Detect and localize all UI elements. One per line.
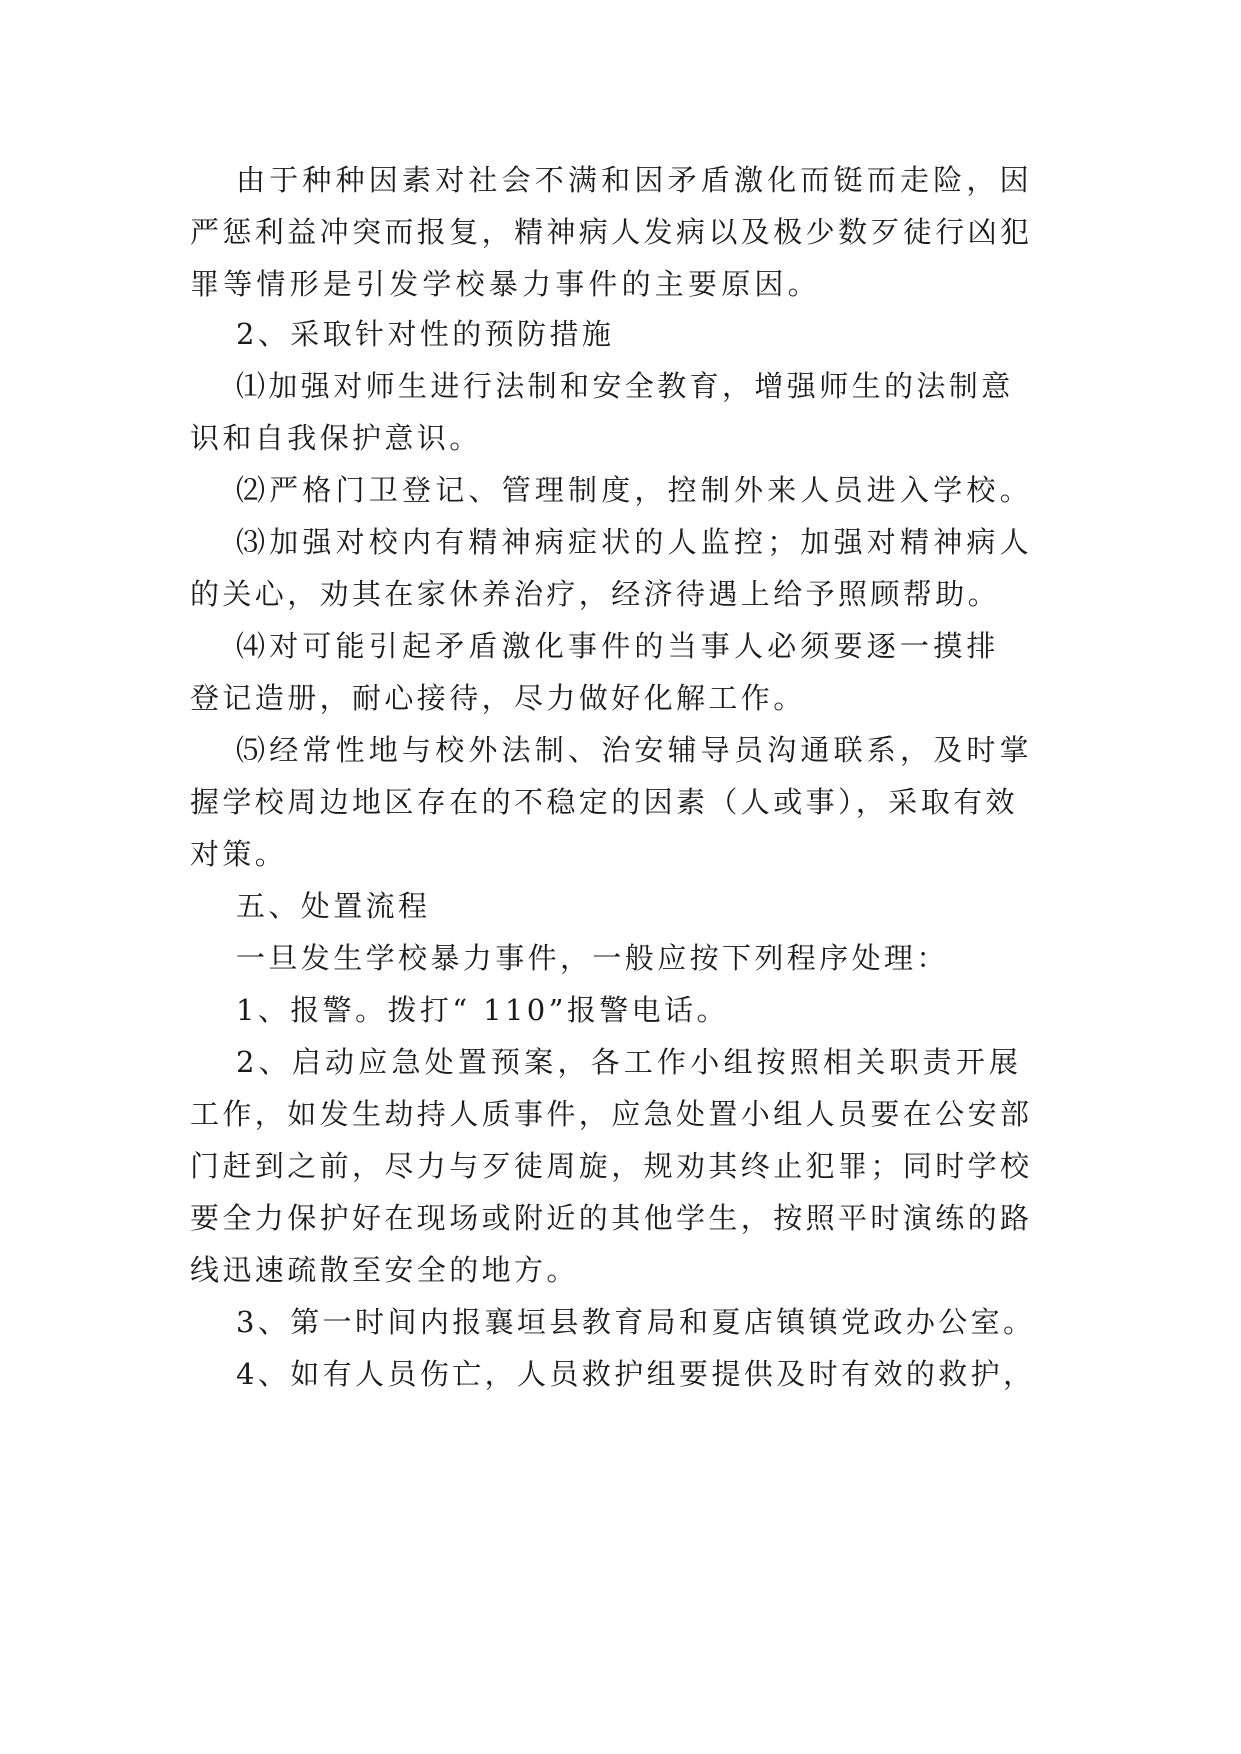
list-item-line: 的关心，劝其在家休养治疗，经济待遇上给予照顾帮助。 <box>190 577 1001 611</box>
step-line: 4、如有人员伤亡，人员救护组要提供及时有效的救护， <box>236 1357 1036 1391</box>
paragraph-line: 罪等情形是引发学校暴力事件的主要原因。 <box>190 267 821 301</box>
list-item-line: ⑸经常性地与校外法制、治安辅导员沟通联系，及时掌 <box>236 733 1033 767</box>
section-heading: 2、采取针对性的预防措施 <box>236 317 615 351</box>
step-line: 工作，如发生劫持人质事件，应急处置小组人员要在公安部 <box>190 1097 1033 1131</box>
step-line: 要全力保护好在现场或附近的其他学生，按照平时演练的路 <box>190 1201 1033 1235</box>
paragraph-line: 由于种种因素对社会不满和因矛盾激化而铤而走险，因 <box>236 163 1033 197</box>
list-item-line: ⑷对可能引起矛盾激化事件的当事人必须要逐一摸排 <box>236 629 1000 663</box>
paragraph-line: 一旦发生学校暴力事件，一般应按下列程序处理： <box>236 941 949 975</box>
list-item-line: 对策。 <box>190 837 288 871</box>
list-item-line: 握学校周边地区存在的不稳定的因素（人或事），采取有效 <box>190 785 1018 819</box>
list-item-line: ⑶加强对校内有精神病症状的人监控；加强对精神病人 <box>236 525 1033 559</box>
list-item-line: 登记造册，耐心接待，尽力做好化解工作。 <box>190 681 806 715</box>
list-item-line: ⑴加强对师生进行法制和安全教育，增强师生的法制意 <box>236 369 1014 403</box>
step-line: 2、启动应急处置预案，各工作小组按照相关职责开展 <box>236 1045 1023 1079</box>
section-heading: 五、处置流程 <box>236 889 431 923</box>
step-line: 3、第一时间内报襄垣县教育局和夏店镇镇党政办公室。 <box>236 1305 1036 1339</box>
paragraph-line: 严惩利益冲突而报复，精神病人发病以及极少数歹徒行凶犯 <box>190 215 1033 249</box>
list-item-line: 识和自我保护意识。 <box>190 421 482 455</box>
list-item-line: ⑵严格门卫登记、管理制度，控制外来人员进入学校。 <box>236 473 1033 507</box>
step-line: 1、报警。拨打“ 110”报警电话。 <box>236 993 729 1027</box>
step-line: 线迅速疏散至安全的地方。 <box>190 1253 579 1287</box>
step-line: 门赶到之前，尽力与歹徒周旋，规劝其终止犯罪；同时学校 <box>190 1149 1033 1183</box>
